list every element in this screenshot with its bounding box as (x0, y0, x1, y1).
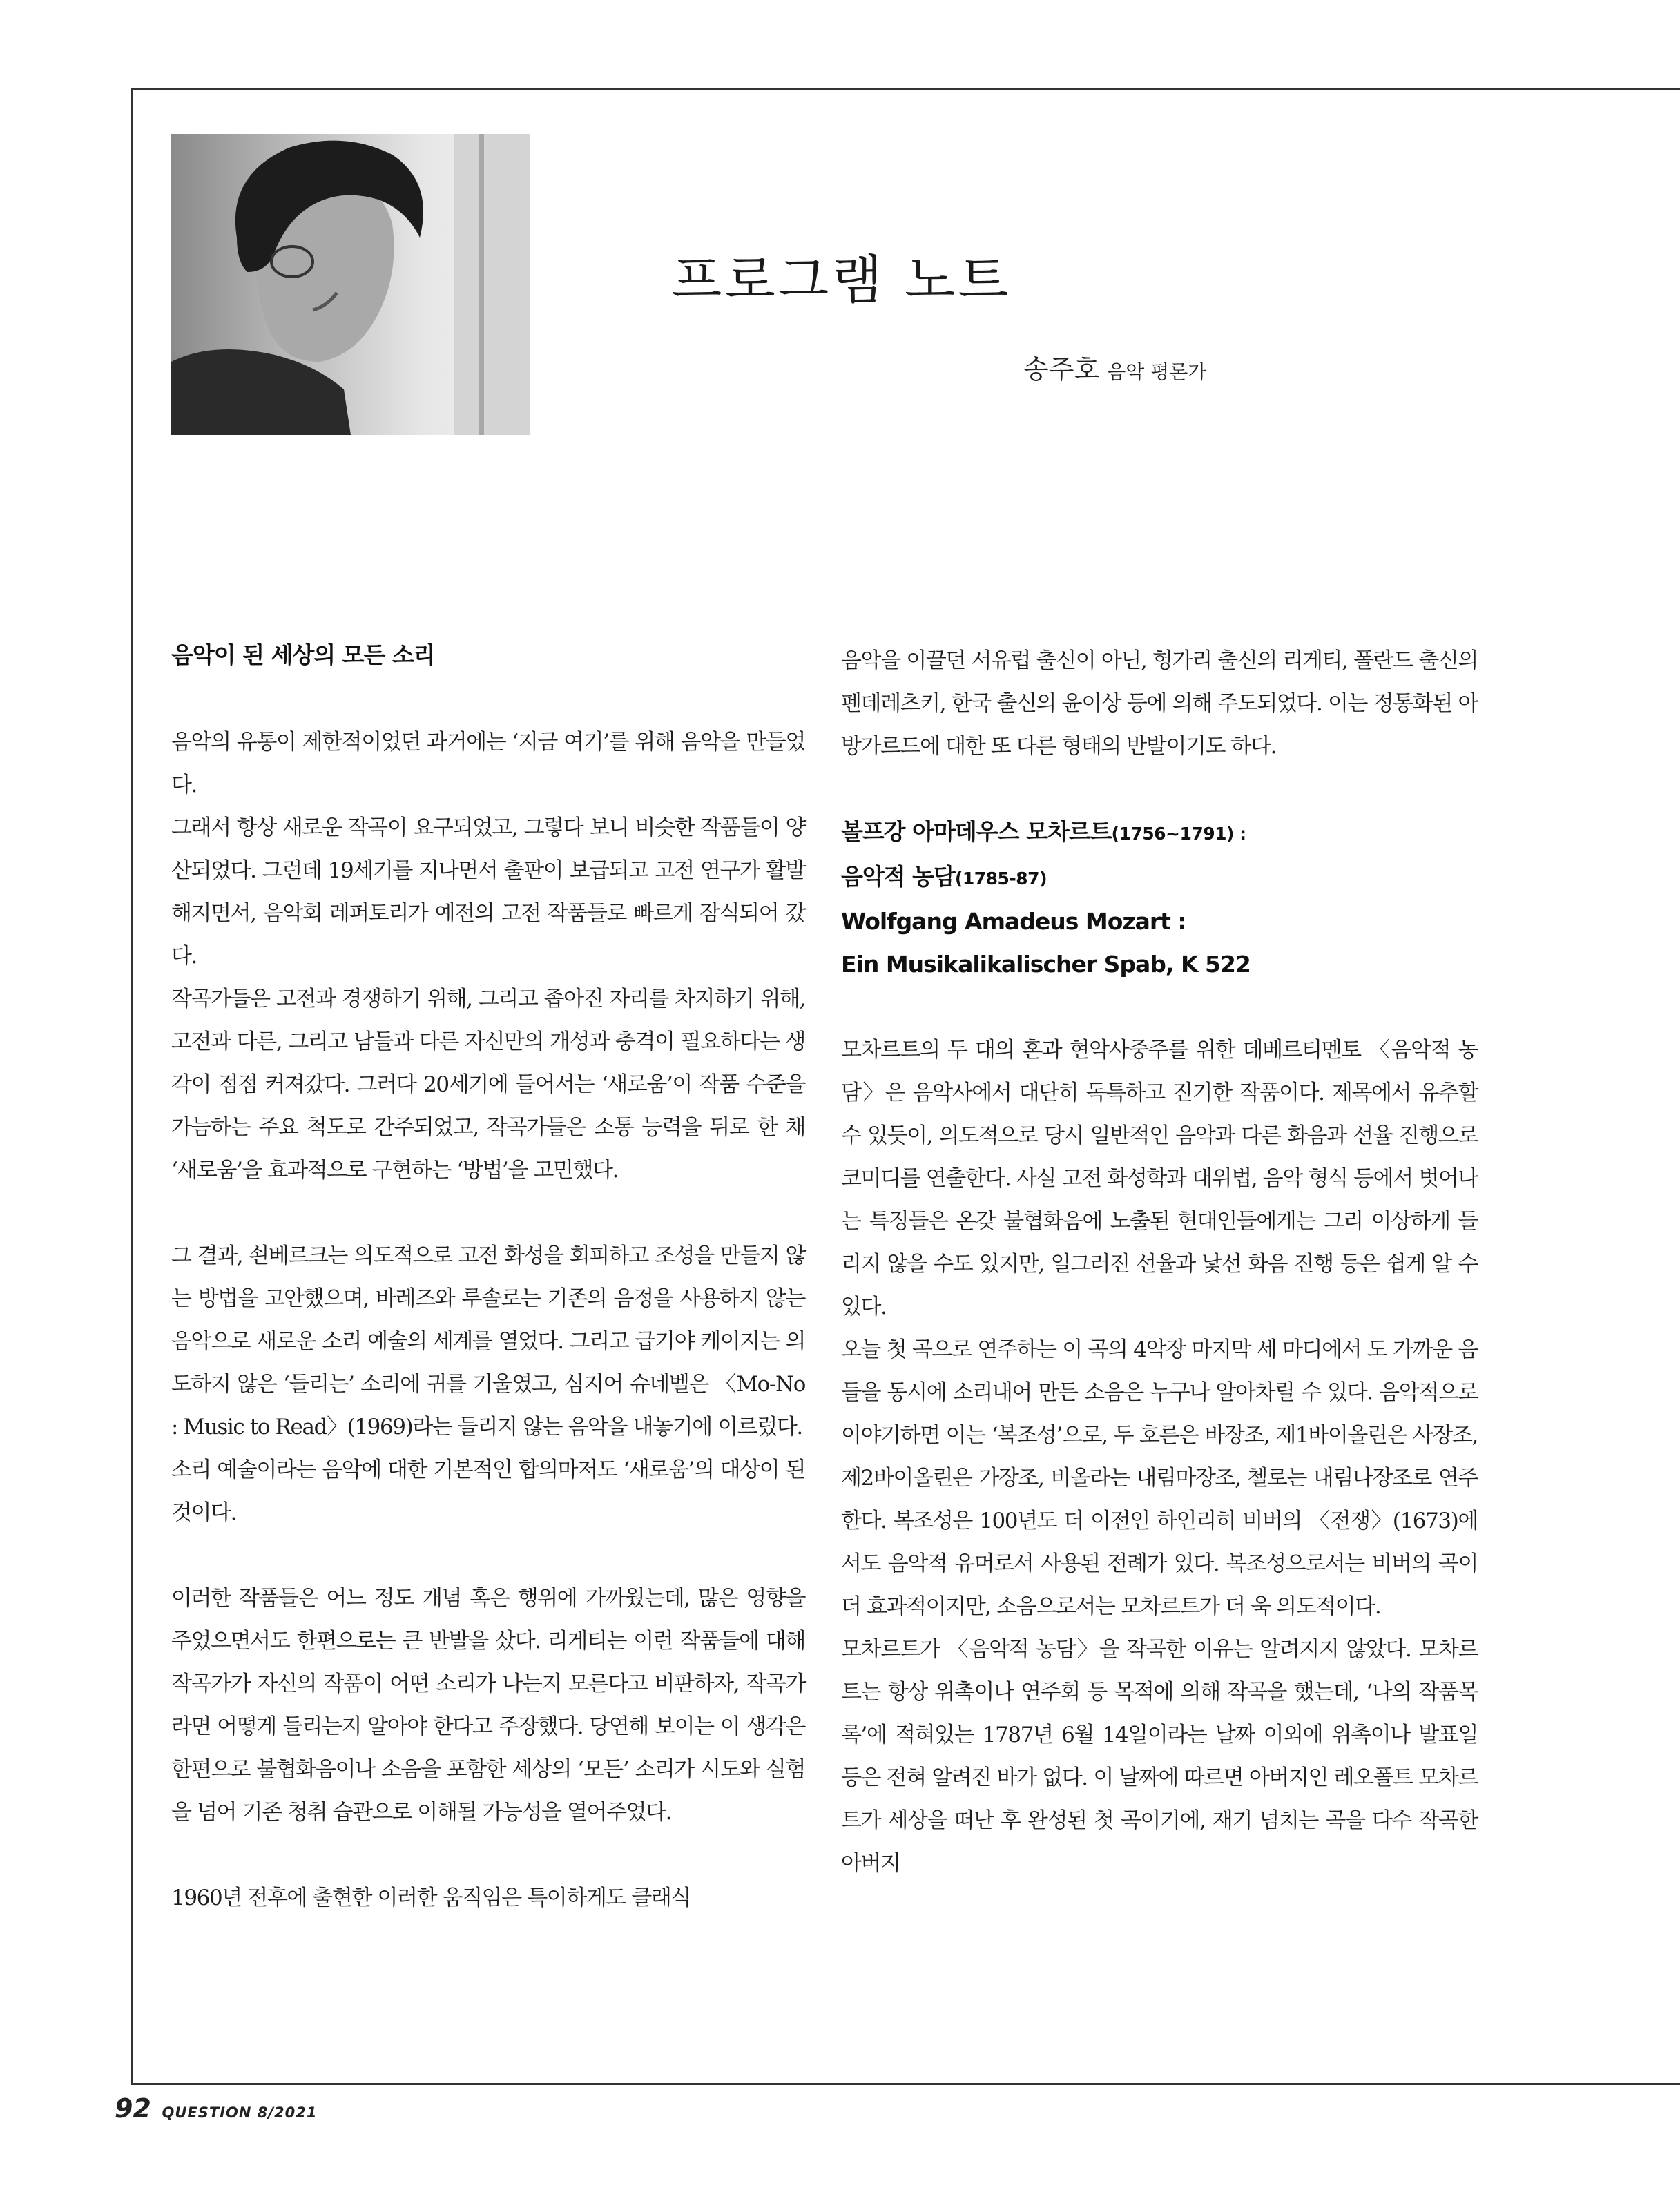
paragraph: 소리 예술이라는 음악에 대한 기본적인 합의마저도 ‘새로움’의 대상이 된 것이다. (171, 1457, 805, 1525)
paragraph: 이러한 작품들은 어느 정도 개념 혹은 행위에 가까웠는데, 많은 영향을 주었으면서도 한편으로는 큰 반발을 샀다. 리게티는 이런 작품들에 대해 작곡가가 자신의 작품이 어떤 소리가 나는지 모른다고 비판하자, 작곡가라면 어떻게 들리는지 알아야 한다고 주장했다. 당연해 보이는 이 생각은 한편으로 불협화음이나 소음을 포함한 세상의 ‘모든’ 소리가 시도와 실험을 넘어 기존 청취 습관으로 이해될 가능성을 열어주었다. (171, 1586, 805, 1825)
page-footer (115, 2093, 317, 2124)
paragraph: 오늘 첫 곡으로 연주하는 이 곡의 4악장 마지막 세 마디에서 도 가까운 음들을 동시에 소리내어 만든 소음은 누구나 알아차릴 수 있다. 음악적으로 이야기하면 이는 ‘복조성’으로, 두 호른은 바장조, 제1바이올린은 사장조, 제2바이올린은 가장조, 비올라는 내림마장조, 첼로는 내림나장조로 연주한다. 복조성은 100년도 더 이전인 하인리히 비버의 〈전쟁〉(1673)에서도 음악적 유머로서 사용된 전례가 있다. 복조성으로서는 비버의 곡이 더 효과적이지만, 소음으로서는 모차르트가 더 욱 의도적이다. (841, 1337, 1478, 1619)
paragraph: 모차르트의 두 대의 혼과 현악사중주를 위한 데베르티멘토 〈음악적 농담〉은 음악사에서 대단히 독특하고 진기한 작품이다. 제목에서 유추할 수 있듯이, 의도적으로 당시 일반적인 음악과 다른 화음과 선율 진행으로 코미디를 연출한다. 사실 고전 화성학과 대위법, 음악 형식 등에서 벗어나는 특징들은 온갖 불협화음에 노출된 현대인들에게는 그리 이상하게 들리지 않을 수도 있지만, 일그러진 선율과 낯선 화음 진행 등은 쉽게 알 수 있다. (841, 1038, 1478, 1319)
paragraph: 1960년 전후에 출현한 이러한 움직임은 특이하게도 클래식 (171, 1886, 691, 1910)
author-name: 송주호 (1023, 354, 1100, 385)
author-role: 음악 평론가 (1107, 360, 1207, 383)
author-byline (1023, 348, 1206, 386)
piece-years: (1785-87) (954, 869, 1047, 889)
composer-years: (1756~1791) : (1111, 824, 1246, 844)
paragraph: 모차르트가 〈음악적 농담〉을 작곡한 이유는 알려지지 않았다. 모차르트는 항상 위촉이나 연주회 등 목적에 의해 작곡을 했는데, ‘나의 작품목록’에 적혀있는 1787년 6월 14일이라는 날짜 이외에 위촉이나 발표일 등은 전혀 알려진 바가 없다. 이 날짜에 따르면 아버지인 레오폴트 모차르트가 세상을 떠난 후 완성된 첫 곡이기에, 재기 넘치는 곡을 다수 작곡한 아버지 (841, 1637, 1478, 1876)
paragraph: 그래서 항상 새로운 작곡이 요구되었고, 그렇다 보니 비슷한 작품들이 양산되었다. 그런데 19세기를 지나면서 출판이 보급되고 고전 연구가 활발해지면서, 음악회 레퍼토리가 예전의 고전 작품들로 빠르게 잠식되어 갔다. (171, 815, 805, 969)
left-column (171, 639, 805, 1919)
paragraph: 그 결과, 쇤베르크는 의도적으로 고전 화성을 회피하고 조성을 만들지 않는 방법을 고안했으며, 바레즈와 루솔로는 기존의 음정을 사용하지 않는 음악으로 새로운 소리 예술의 세계를 열었다. 그리고 급기야 케이지는 의도하지 않은 ‘들리는’ 소리에 귀를 기울였고, 심지어 슈네벨은 〈Mo-No : Music to Read〉(1969)라는 들리지 않는 음악을 내놓기에 이르렀다. (171, 1243, 805, 1440)
page-title: 프로그램 노트 (671, 249, 1012, 311)
paragraph: 음악을 이끌던 서유럽 출신이 아닌, 헝가리 출신의 리게티, 폴란드 출신의 펜데레츠키, 한국 출신의 윤이상 등에 의해 주도되었다. 이는 정통화된 아방가르드에 대한 또 다른 형태의 반발이기도 하다. (841, 648, 1478, 759)
page-number: 92 (115, 2093, 151, 2124)
magazine-issue: QUESTION 8/2021 (162, 2104, 318, 2121)
piece-title: 음악적 농담 (841, 863, 955, 890)
author-photo (171, 134, 530, 435)
composer-name: 볼프강 아마데우스 모차르트 (841, 818, 1112, 845)
piece-title-en: Ein Musikalikalischer Spab, K 522 (841, 951, 1251, 978)
composer-name-en: Wolfgang Amadeus Mozart : (841, 908, 1186, 935)
right-column (841, 639, 1478, 1885)
paragraph: 작곡가들은 고전과 경쟁하기 위해, 그리고 좁아진 자리를 차지하기 위해, 고전과 다른, 그리고 남들과 다른 자신만의 개성과 충격이 필요하다는 생각이 점점 커져갔다. 그러다 20세기에 들어서는 ‘새로움’이 작품 수준을 가늠하는 주요 척도로 간주되었고, 작곡가들은 소통 능력을 뒤로 한 채 ‘새로움’을 효과적으로 구현하는 ‘방법’을 고민했다. (171, 987, 805, 1183)
paragraph: 음악의 유통이 제한적이었던 과거에는 ‘지금 여기’를 위해 음악을 만들었다. (171, 730, 805, 797)
section-heading: 음악이 된 세상의 모든 소리 (171, 641, 435, 668)
piece-heading (841, 811, 1478, 986)
